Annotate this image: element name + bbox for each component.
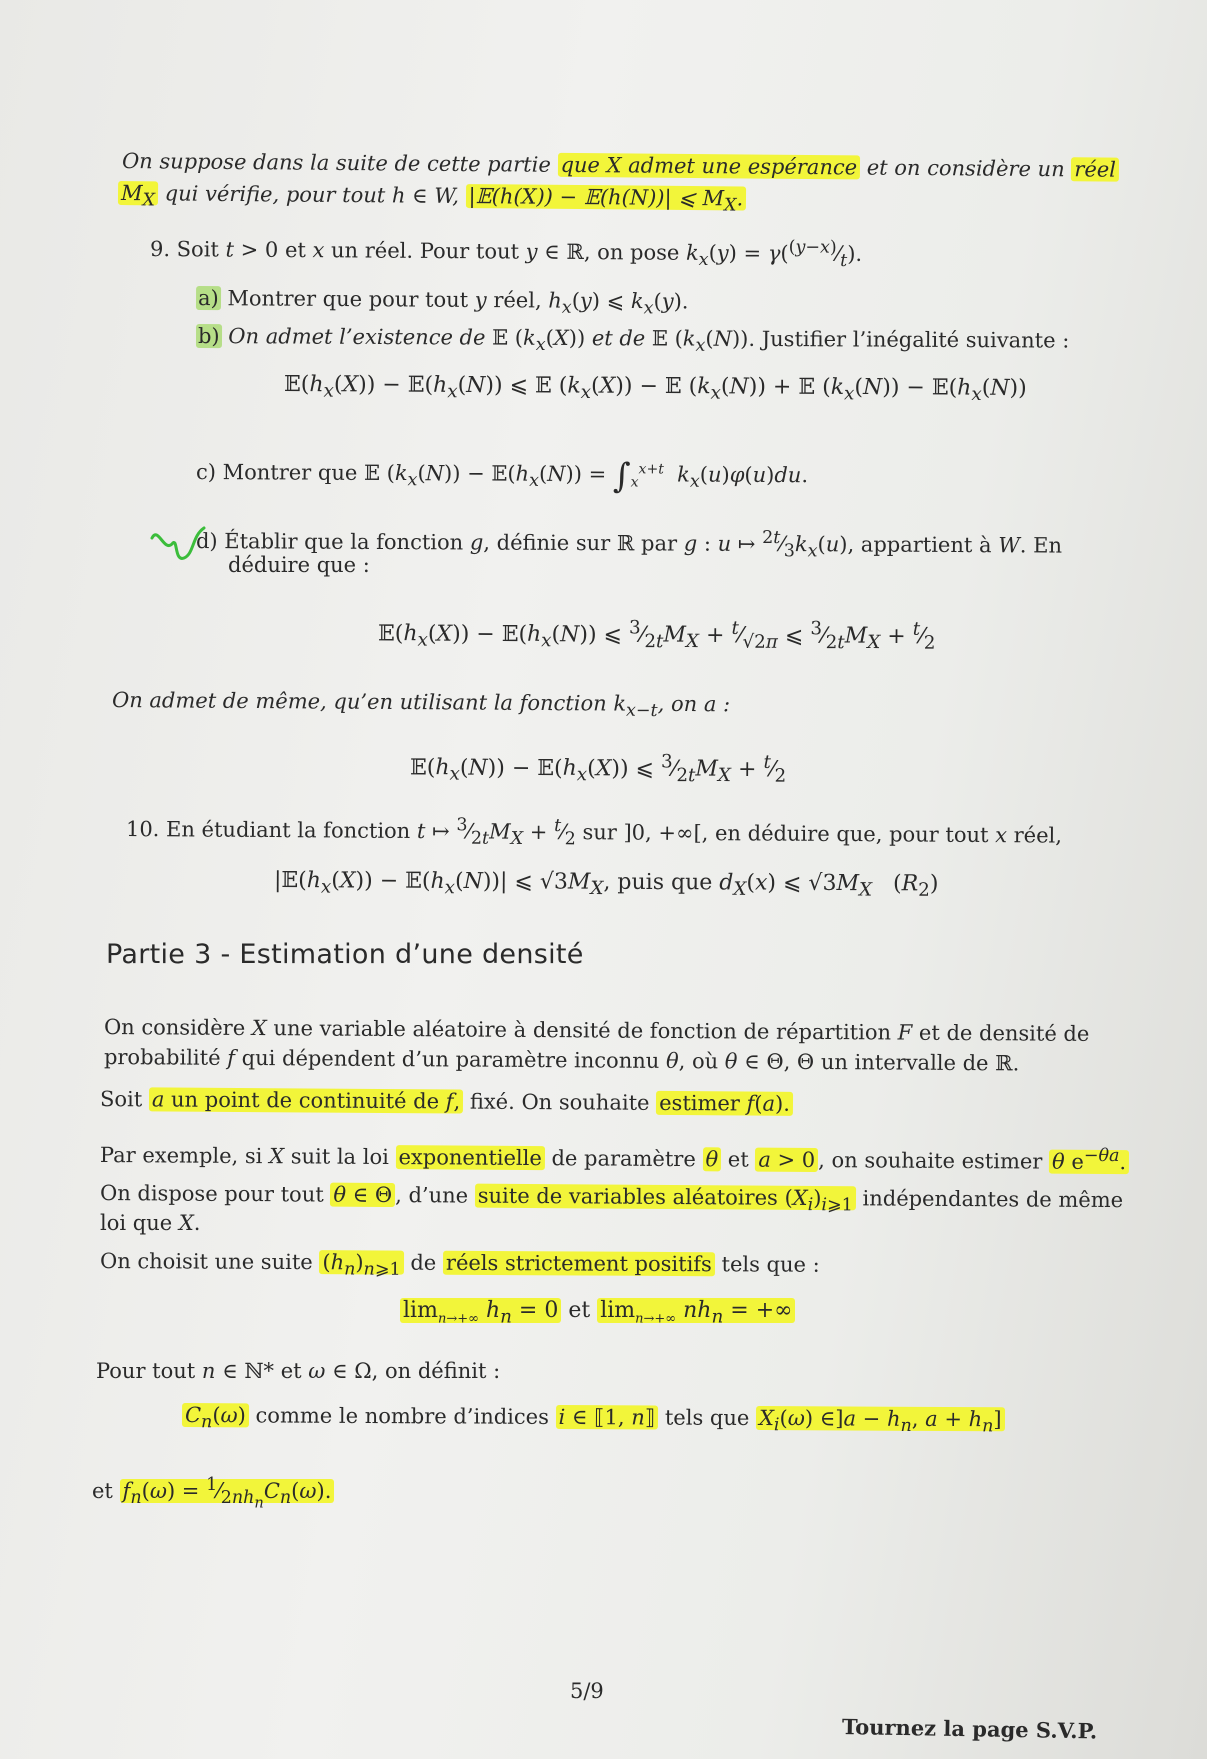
question-9b: b) On admet l’existence de 𝔼 $(k_x(X))$ et de 𝔼 $(k_x(N))$. Justifier l’inégalité suivante : (197, 324, 1070, 356)
intro-line-1: On suppose dans la suite de cette partie que X admet une espérance et on considère un réel (122, 146, 1119, 185)
question-9d-equation: $𝔼(h_x(X))$ − $𝔼(h_x(N))$ ⩽ $^3⁄_{2t}M_X$ + $^t⁄_{√2\pi}$ ⩽ $^3⁄_{2t}M_X$ + $^t⁄_2$ (377, 617, 936, 654)
question-9d-line-2: déduire que : (228, 553, 370, 577)
turn-page-note: Tournez la page S.V.P. (841, 1714, 1098, 1744)
question-9d-line-1: d) Établir que la fonction g, définie sur ℝ par g : u ↦ $^{2t}⁄_3k_x(u)$, appartient à W. En (195, 527, 1063, 562)
section-title: Partie 3 - Estimation d’une densité (106, 939, 584, 970)
part3-paragraph-4b: loi que X. (100, 1211, 201, 1235)
part3-paragraph-4a: On dispose pour tout θ ∈ Θ , d’une suite de variables aléatoires $(X_i)_{i⩾1}$ indépendantes de même (99, 1181, 1124, 1216)
question-10-equation: $|𝔼(h_x(X))$ − $𝔼(h_x(N))|$ ⩽ $√3M_X$, puis que $d_X(x)$ ⩽ $√3M_X$ $(R_2)$ (273, 868, 939, 901)
question-9c: c) Montrer que 𝔼 $(k_x(N))$ − $𝔼(h_x(N)) = \int_x^{x+t}$ $k_x(u)\varphi(u)du$. (195, 456, 809, 497)
part3-paragraph-3: Par exemple, si X suit la loi exponentielle de paramètre θ et a > 0 , on souhaite estimer θ $e^{-\theta a}$. (100, 1134, 1129, 1177)
question-9b-equation: $𝔼(h_x(X))$ − $𝔼(h_x(N))$ ⩽ 𝔼 $(k_x(X))$ − 𝔼 $(k_x(N))$ + 𝔼 $(k_x(N))$ − $𝔼(h_x(N))$ (283, 372, 1027, 406)
part3-paragraph-7: $C_n(\omega)$ comme le nombre d’indices i ∈ ⟦1, n⟧ tels que $X_i(\omega)$ ∈]a − $h_n$, $a + h_n$] (182, 1400, 1005, 1441)
part3-paragraph-8: et $f_n(\omega)$ = $^1⁄_{2nh_n}C_n(\omega)$. (92, 1470, 334, 1519)
admet-equation: $𝔼(h_x(N))$ − $𝔼(h_x(X))$ ⩽ $^3⁄_{2t}M_X$ + $^t⁄_2$ (409, 751, 787, 787)
part3-paragraph-1a: On considère X une variable aléatoire à densité de fonction de répartition F et de densité de (103, 1015, 1090, 1046)
part3-limits-equation: $\lim_{n\to+\infty} h_n = 0$ et $\lim_{n\to+\infty} nh_n$ = +∞ (400, 1296, 795, 1334)
page-number: 5/9 (570, 1679, 604, 1703)
intro-line-2: $M_X$ qui vérifie, pour tout h ∈ W, |𝔼(h(X)) − 𝔼(h(N))| ⩽ $M_X$. (118, 178, 747, 221)
question-10: 10. En étudiant la fonction t ↦ $^3⁄_{2t}M_X$ + $^t⁄_2$ sur ]0, +∞[, en déduire que, pour tout x réel, (125, 815, 1063, 850)
part3-paragraph-6: Pour tout n ∈ ℕ* et ω ∈ Ω, on définit : (96, 1359, 501, 1383)
part3-paragraph-1b: probabilité f qui dépendent d’un paramètre inconnu θ, où θ ∈ Θ, Θ un intervalle de ℝ. (103, 1045, 1020, 1076)
question-9a: a) Montrer que pour tout y réel, $h_x(y)$ ⩽ $k_x(y)$. (197, 286, 689, 319)
part3-paragraph-2: Soit a un point de continuité de f, fixé. On souhaite estimer f(a). (100, 1084, 793, 1119)
admet-line: On admet de même, qu’en utilisant la fonction $k_{x-t}$, on a : (111, 688, 731, 721)
part3-paragraph-5: On choisit une suite $(h_n)_{n⩾1}$ de réels strictement positifs tels que : (99, 1249, 820, 1280)
question-9: 9. Soit t > 0 et x un réel. Pour tout y ∈ ℝ, on pose $k_x(y)$ = $\gamma(^{(y-x)}⁄_t)$. (149, 237, 863, 272)
